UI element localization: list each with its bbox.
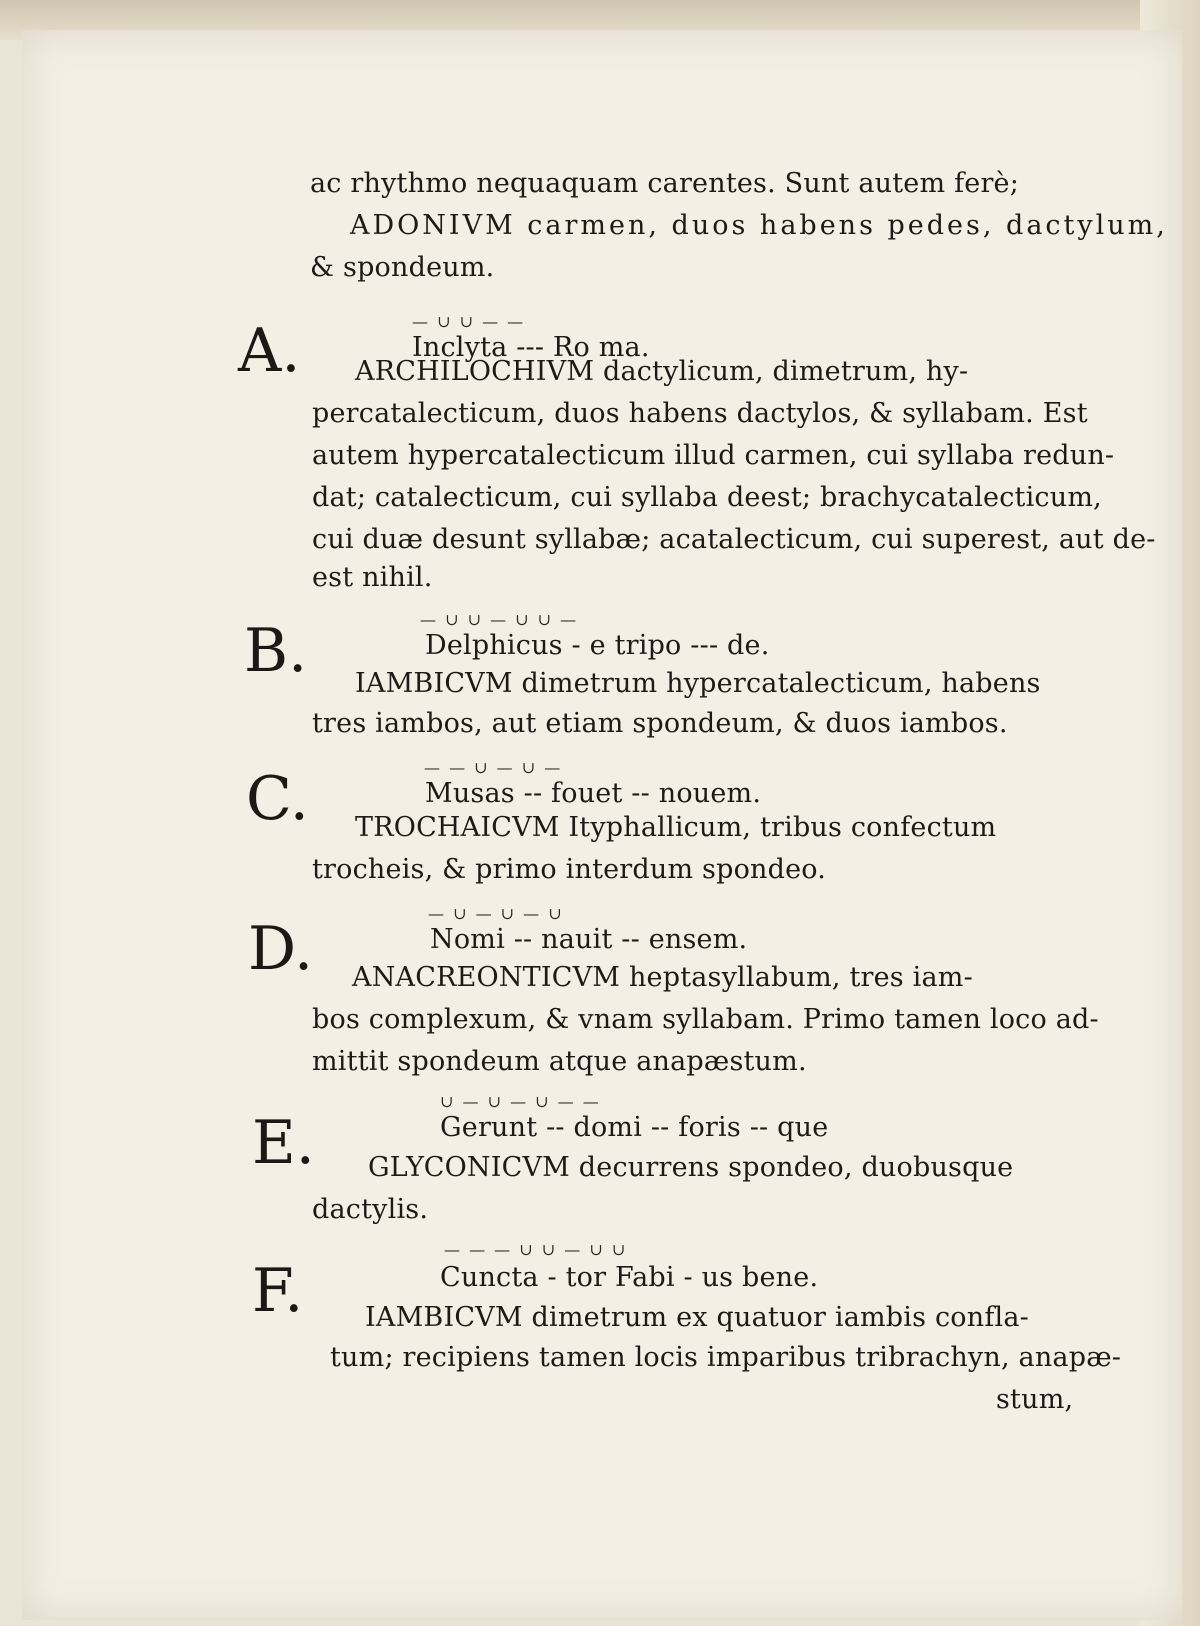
margin-marker-e: E. — [252, 1108, 315, 1178]
text-line: cui duæ desunt syllabæ; acatalecticum, cui superest, aut de- — [312, 524, 1156, 555]
text-line: trocheis, & primo interdum spondeo. — [312, 854, 827, 885]
verse-example: Delphicus - e tripo --- de. — [425, 630, 770, 661]
text-line: IAMBICVM dimetrum ex quatuor iambis confla- — [365, 1302, 1029, 1333]
text-line: GLYCONICVM decurrens spondeo, duobusque — [368, 1152, 1014, 1183]
text-line: & spondeum. — [310, 252, 495, 283]
verse-example: Nomi -- nauit -- ensem. — [430, 924, 748, 955]
margin-marker-a: A. — [238, 316, 301, 386]
text-line: TROCHAICVM Ityphallicum, tribus confectum — [355, 812, 997, 843]
text-line: stum, — [996, 1384, 1074, 1415]
verse-example: Gerunt -- domi -- foris -- que — [440, 1112, 829, 1143]
meter-marks: — ∪ ∪ — ∪ ∪ — — [420, 610, 579, 629]
text-line: tum; recipiens tamen locis imparibus tribrachyn, anapæ- — [330, 1342, 1122, 1373]
meter-marks: — — ∪ — ∪ — — [424, 758, 563, 777]
text-line: dactylis. — [312, 1194, 429, 1225]
text-line: dat; catalecticum, cui syllaba deest; brachycatalecticum, — [312, 482, 1102, 513]
margin-marker-c: C. — [246, 764, 309, 834]
verse-example: Inclyta --- Ro ma. — [412, 332, 650, 363]
margin-marker-f: F. — [252, 1256, 304, 1326]
text-line: autem hypercatalecticum illud carmen, cui syllaba redun- — [312, 440, 1115, 471]
meter-marks: — ∪ — ∪ — ∪ — [428, 904, 564, 923]
text-line: mittit spondeum atque anapæstum. — [312, 1046, 807, 1077]
text-line: bos complexum, & vnam syllabam. Primo tamen loco ad- — [312, 1004, 1099, 1035]
text-line: ANACREONTICVM heptasyllabum, tres iam- — [352, 962, 973, 993]
margin-marker-b: B. — [244, 616, 308, 686]
text-line: ARCHILOCHIVM dactylicum, dimetrum, hy- — [355, 356, 969, 387]
text-line: ADONIVM carmen, duos habens pedes, dactylum, — [350, 210, 1168, 241]
verse-example: Musas -- fouet -- nouem. — [425, 778, 762, 809]
text-line: est nihil. — [312, 562, 433, 593]
verse-example: Cuncta - tor Fabi - us bene. — [440, 1262, 819, 1293]
meter-marks: ∪ — ∪ — ∪ — — — [440, 1092, 601, 1111]
meter-marks: — — — ∪ ∪ — ∪ ∪ — [444, 1240, 628, 1259]
text-line: tres iambos, aut etiam spondeum, & duos iambos. — [312, 708, 1008, 739]
text-line: IAMBICVM dimetrum hypercatalecticum, habens — [355, 668, 1041, 699]
text-line: percatalecticum, duos habens dactylos, & syllabam. Est — [312, 398, 1088, 429]
margin-marker-d: D. — [248, 914, 314, 984]
text-line: ac rhythmo nequaquam carentes. Sunt autem ferè; — [310, 168, 1020, 199]
meter-marks: — ∪ ∪ — — — [412, 312, 526, 331]
